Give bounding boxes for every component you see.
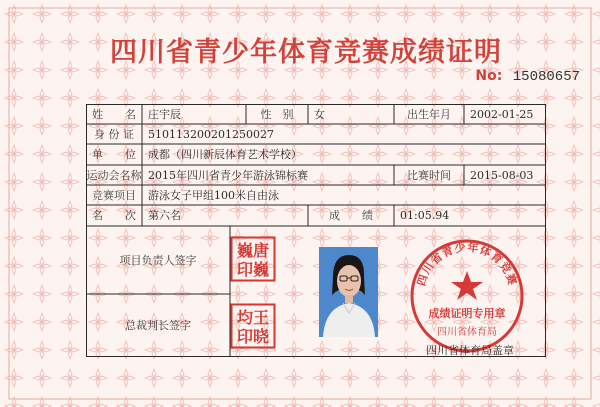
leader-signature-seal [230,236,276,282]
seal-bottom-text: 四川省体育局 [437,327,497,338]
gender-label: 性 别 [260,107,294,121]
certificate-title: 四川省青少年体育竞赛成绩证明 [110,37,502,68]
leader-signature-label: 项目负责人签字 [119,253,197,267]
event-label: 运动会名称 [86,168,142,182]
official-seal [408,237,526,355]
seal-ring-text: 四川省青少年体育竞赛 [414,240,520,288]
rank-label: 名 次 [92,209,136,222]
item-value: 游泳女子甲组100米自由泳 [148,188,279,202]
name-value: 庄宇辰 [148,107,181,121]
serial-value: 15080657 [512,69,580,85]
birth-label: 出生年月 [407,107,451,121]
unit-value: 成都（四川新辰体育艺术学校） [148,148,302,161]
item-label: 竞赛项目 [92,188,136,202]
referee-signature-seal [230,303,276,349]
gender-value: 女 [314,107,325,121]
seal-center-text: 成绩证明专用章 [428,307,506,320]
date-value: 2015-08-03 [470,168,534,182]
score-label: 成 绩 [329,209,373,222]
portrait-image [319,247,378,337]
unit-label: 单 位 [92,148,136,161]
date-label: 比赛时间 [407,168,451,182]
birth-value: 2002-01-25 [470,107,534,121]
referee-seal-line-2: 印晓 [236,327,270,346]
seal-star-icon [451,271,483,300]
id-label: 身 份 证 [94,127,134,141]
event-value: 2015年四川省青少年游泳锦标赛 [148,168,308,182]
name-label: 姓 名 [92,107,136,121]
rank-value: 第六名 [148,209,181,222]
id-value: 510113200201250027 [148,127,274,141]
serial-label: No: [475,68,503,84]
referee-signature-label: 总裁判长签字 [125,319,191,332]
score-value: 01:05.94 [400,209,450,222]
serial-number [475,68,580,85]
stamp-caption: 四川省体育局盖章 [426,344,514,357]
leader-seal-line-2: 印巍 [236,260,270,279]
referee-seal-line-1: 均王 [236,308,270,327]
athlete-photo [319,247,378,337]
leader-seal-line-1: 巍唐 [236,241,270,260]
